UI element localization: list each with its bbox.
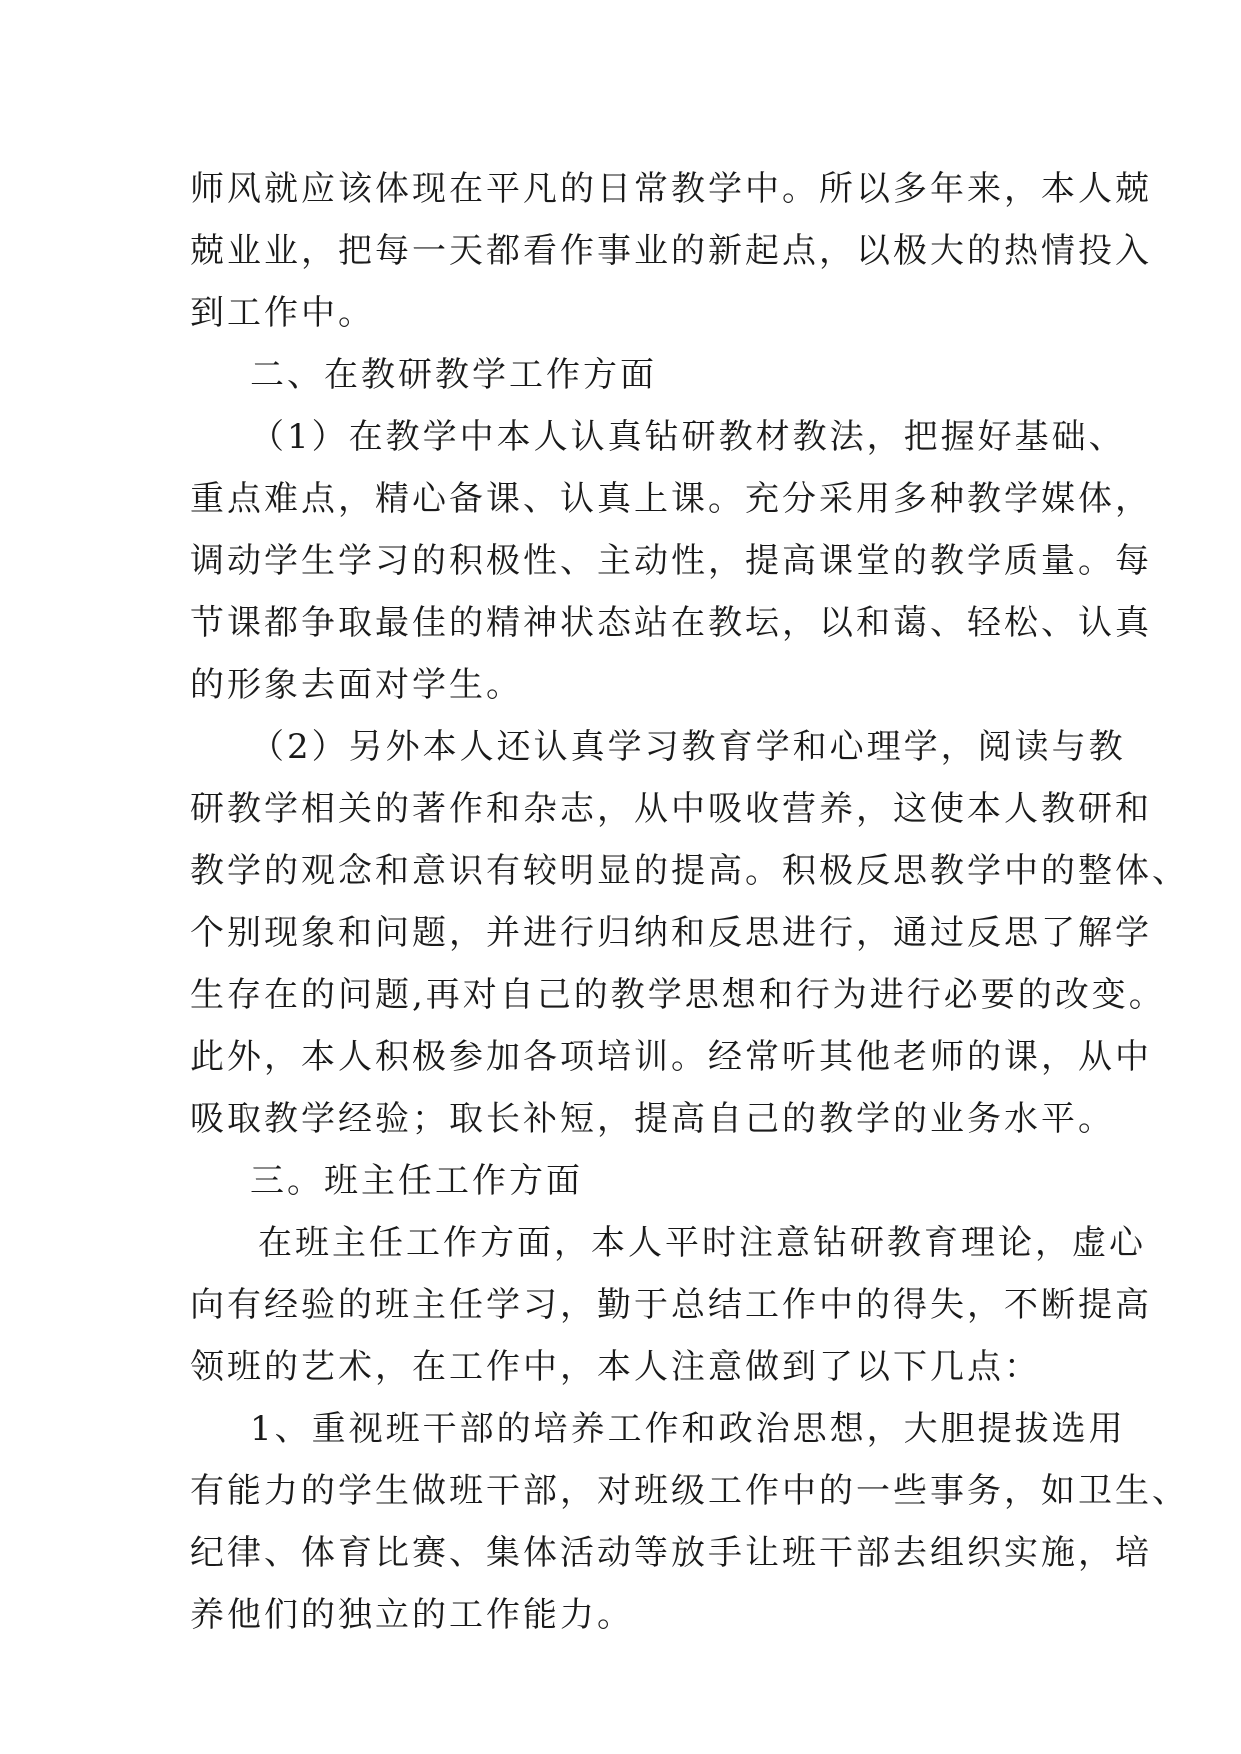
text-line: （2）另外本人还认真学习教育学和心理学，阅读与教 xyxy=(250,727,1126,767)
text-line: 有能力的学生做班干部，对班级工作中的一些事务，如卫生、 xyxy=(190,1471,1189,1511)
text-line: 到工作中。 xyxy=(190,293,375,333)
text-line: 个别现象和问题，并进行归纳和反思进行，通过反思了解学 xyxy=(190,913,1152,953)
text-line: 师风就应该体现在平凡的日常教学中。所以多年来，本人兢 xyxy=(190,169,1152,209)
text-line: 研教学相关的著作和杂志，从中吸收营养，这使本人教研和 xyxy=(190,789,1152,829)
text-line: 养他们的独立的工作能力。 xyxy=(190,1595,634,1635)
text-line: 调动学生学习的积极性、主动性，提高课堂的教学质量。每 xyxy=(190,541,1152,581)
text-line: 此外，本人积极参加各项培训。经常听其他老师的课，从中 xyxy=(190,1037,1152,1077)
section-heading: 二、在教研教学工作方面 xyxy=(250,355,657,395)
text-line: 的形象去面对学生。 xyxy=(190,665,523,705)
text-line: （1）在教学中本人认真钻研教材教法，把握好基础、 xyxy=(250,417,1126,457)
document-body xyxy=(190,158,1189,1646)
text-line: 领班的艺术，在工作中，本人注意做到了以下几点： xyxy=(190,1347,1041,1387)
text-line: 兢业业，把每一天都看作事业的新起点，以极大的热情投入 xyxy=(190,231,1152,271)
text-line: 1、重视班干部的培养工作和政治思想，大胆提拔选用 xyxy=(250,1409,1126,1449)
text-line: 节课都争取最佳的精神状态站在教坛，以和蔼、轻松、认真 xyxy=(190,603,1152,643)
text-line: 向有经验的班主任学习，勤于总结工作中的得失，不断提高 xyxy=(190,1285,1152,1325)
text-line: 在班主任工作方面，本人平时注意钻研教育理论，虚心 xyxy=(258,1223,1146,1263)
text-line: 生存在的问题,再对自己的教学思想和行为进行必要的改变。 xyxy=(190,975,1166,1015)
section-heading: 三。班主任工作方面 xyxy=(250,1161,583,1201)
text-line: 吸取教学经验；取长补短，提高自己的教学的业务水平。 xyxy=(190,1099,1115,1139)
text-line: 教学的观念和意识有较明显的提高。积极反思教学中的整体、 xyxy=(190,851,1189,891)
text-line: 重点难点，精心备课、认真上课。充分采用多种教学媒体， xyxy=(190,479,1152,519)
text-line: 纪律、体育比赛、集体活动等放手让班干部去组织实施，培 xyxy=(190,1533,1152,1573)
